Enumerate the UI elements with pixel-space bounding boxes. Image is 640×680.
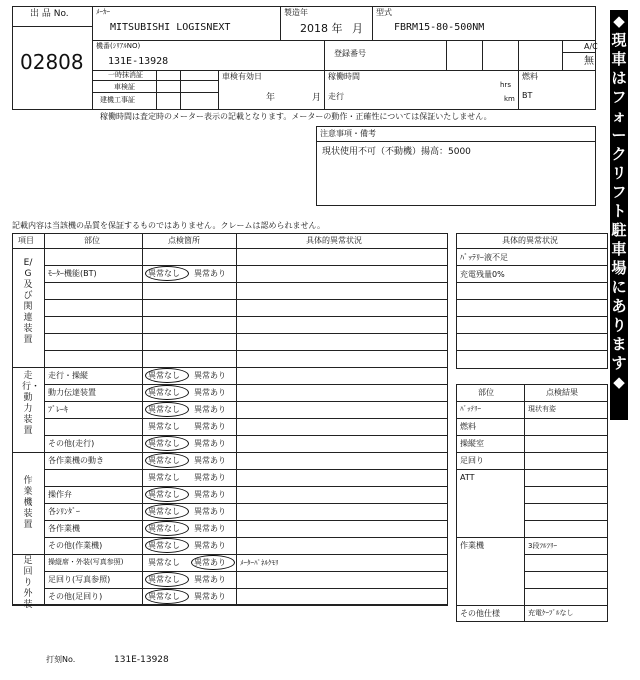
part-cell: 各作業機の動き bbox=[48, 456, 104, 465]
part-cell: 各ｼﾘﾝﾀﾞｰ bbox=[48, 507, 80, 516]
option-ng[interactable]: 異常あり bbox=[194, 388, 226, 397]
option-ng[interactable]: 異常あり bbox=[194, 575, 226, 584]
km-unit: km bbox=[504, 95, 515, 103]
selected-mark bbox=[145, 368, 189, 383]
disclaimer: 記載内容は当該機の品質を保証するものではありません。クレームは認められません。 bbox=[12, 221, 325, 230]
fuel-label: 燃料 bbox=[522, 72, 538, 81]
other-spec-label: その他仕様 bbox=[460, 609, 500, 618]
notes-text: 現状使用不可（不動機）揚高：5000 bbox=[322, 147, 471, 157]
selected-mark bbox=[145, 266, 189, 281]
stamp-label: 打刻No. bbox=[46, 655, 76, 664]
right-detail-row: 充電残量0% bbox=[460, 270, 505, 279]
undercarriage-label: 足回り bbox=[460, 456, 484, 465]
fuel-value: BT bbox=[522, 91, 533, 100]
option-ng[interactable]: 異常あり bbox=[194, 422, 226, 431]
option-ng[interactable]: 異常あり bbox=[194, 371, 226, 380]
header-part: 部位 bbox=[84, 236, 100, 245]
option-ng[interactable]: 異常あり bbox=[194, 541, 226, 550]
section-label: 走行・動力装置 bbox=[22, 371, 41, 436]
selected-mark bbox=[145, 538, 189, 553]
selected-mark bbox=[145, 487, 189, 502]
month-value: 月 bbox=[352, 22, 363, 35]
model-value: FBRM15-80-500NM bbox=[394, 22, 485, 33]
inspection-month: 月 bbox=[312, 93, 322, 103]
exterior-detail: ﾒｰﾀｰﾊﾟﾈﾙｸﾓﾘ bbox=[240, 559, 279, 567]
registration-label: 登録番号 bbox=[334, 49, 366, 58]
fuel-row-label: 燃料 bbox=[460, 422, 476, 431]
option-ok[interactable]: 異常なし bbox=[148, 456, 180, 465]
option-ng[interactable]: 異常あり bbox=[194, 439, 226, 448]
right-detail-row: ﾊﾞｯﾃﾘｰ液不足 bbox=[460, 253, 508, 262]
year-label: 製造年 bbox=[284, 8, 308, 17]
inspection-cert-label: 車検証 bbox=[114, 83, 135, 91]
part-cell: 操作弁 bbox=[48, 490, 72, 499]
other-spec-value: 充電ｹｰﾌﾞﾙなし bbox=[528, 609, 574, 617]
option-ng[interactable]: 異常あり bbox=[194, 473, 226, 482]
option-ok[interactable]: 異常なし bbox=[148, 592, 180, 601]
ac-value: 無 bbox=[584, 56, 594, 67]
part-cell: その他(走行) bbox=[48, 439, 95, 448]
selected-mark bbox=[145, 504, 189, 519]
selected-mark bbox=[145, 572, 189, 587]
option-ok[interactable]: 異常なし bbox=[148, 575, 180, 584]
side-banner: ◆現車はフォークリフト駐車場にあります◆ bbox=[610, 10, 628, 420]
part-cell: その他(作業機) bbox=[48, 541, 103, 550]
selected-mark bbox=[145, 453, 189, 468]
section-label: 足回り外装 bbox=[23, 556, 33, 610]
option-ng[interactable]: 異常あり bbox=[194, 558, 226, 567]
selected-mark bbox=[145, 589, 189, 604]
maker-value: MITSUBISHI LOGISNEXT bbox=[110, 22, 231, 33]
header-item: 項目 bbox=[18, 236, 34, 245]
temp-cancel-label: 一時抹消証 bbox=[108, 71, 143, 79]
option-ok[interactable]: 異常なし bbox=[148, 405, 180, 414]
notes-box bbox=[316, 126, 596, 206]
hour-note: 稼働時間は査定時のメーター表示の記載となります。メーターの動作・正確性については保証いたしません。 bbox=[100, 112, 492, 121]
inspection-year: 年 bbox=[266, 93, 276, 103]
part-cell: ﾓｰﾀｰ機能(BT) bbox=[48, 269, 97, 278]
model-label: 型式 bbox=[376, 8, 392, 17]
selected-mark bbox=[145, 521, 189, 536]
notes-label: 注意事項・備考 bbox=[320, 129, 376, 138]
option-ng[interactable]: 異常あり bbox=[194, 456, 226, 465]
lot-label: 出 品 No. bbox=[30, 9, 69, 19]
battery-value: 現状有姿 bbox=[528, 405, 556, 413]
selected-mark bbox=[145, 385, 189, 400]
lot-number: 02808 bbox=[20, 50, 84, 74]
ac-label: A/C bbox=[584, 42, 598, 51]
hours-label: 稼働時間 bbox=[328, 72, 360, 81]
work-value: 3段ﾌﾙﾌﾘｰ bbox=[528, 542, 557, 550]
part-cell: ﾌﾞﾚｰｷ bbox=[48, 405, 68, 414]
maker-label: ﾒｰｶｰ bbox=[96, 8, 110, 16]
selected-mark bbox=[145, 402, 189, 417]
option-ok[interactable]: 異常なし bbox=[148, 371, 180, 380]
part-cell: 足回り(写真参照) bbox=[48, 575, 111, 584]
option-ok[interactable]: 異常なし bbox=[148, 269, 180, 278]
year-value: 2018 年 bbox=[300, 22, 343, 35]
part-cell: 動力伝達装置 bbox=[48, 388, 96, 397]
hours-unit: hrs bbox=[500, 81, 511, 89]
att-label: ATT bbox=[460, 473, 475, 482]
part-cell: その他(足回り) bbox=[48, 592, 103, 601]
option-ng[interactable]: 異常あり bbox=[194, 507, 226, 516]
stamp-value: 131E-13928 bbox=[114, 655, 169, 665]
option-ok[interactable]: 異常なし bbox=[148, 473, 180, 482]
selected-mark bbox=[145, 436, 189, 451]
construction-cert-label: 建機工事証 bbox=[100, 96, 135, 104]
result-header: 点検結果 bbox=[546, 388, 578, 397]
battery-label: ﾊﾞｯﾃﾘｰ bbox=[460, 405, 481, 413]
option-ng[interactable]: 異常あり bbox=[194, 592, 226, 601]
option-ng[interactable]: 異常あり bbox=[194, 405, 226, 414]
option-ng[interactable]: 異常あり bbox=[194, 490, 226, 499]
option-ng[interactable]: 異常あり bbox=[194, 269, 226, 278]
section-label: E/G及び関連装置 bbox=[23, 258, 33, 345]
run-label: 走行 bbox=[328, 92, 344, 101]
option-ok[interactable]: 異常なし bbox=[148, 524, 180, 533]
option-ok[interactable]: 異常なし bbox=[148, 541, 180, 550]
option-ok[interactable]: 異常なし bbox=[148, 439, 180, 448]
inspection-valid-label: 車検有効日 bbox=[222, 72, 262, 81]
cockpit-label: 操縦室 bbox=[460, 439, 484, 448]
option-ok[interactable]: 異常なし bbox=[148, 422, 180, 431]
section-label: 作業機装置 bbox=[23, 475, 33, 530]
work-label: 作業機 bbox=[460, 541, 484, 550]
option-ok[interactable]: 異常なし bbox=[148, 490, 180, 499]
option-ok[interactable]: 異常なし bbox=[148, 507, 180, 516]
part-cell: 操縦席・外装(写真参照) bbox=[48, 558, 124, 566]
part-cell: 各作業機 bbox=[48, 524, 80, 533]
serial-value: 131E-13928 bbox=[108, 56, 169, 67]
option-ok[interactable]: 異常なし bbox=[148, 388, 180, 397]
part-cell: 走行・操縦 bbox=[48, 371, 88, 380]
option-ng[interactable]: 異常あり bbox=[194, 524, 226, 533]
header-detail: 具体的異常状況 bbox=[306, 236, 362, 245]
serial-label: 機番(ｼﾘｱﾙNO) bbox=[96, 42, 141, 50]
option-ok[interactable]: 異常なし bbox=[148, 558, 180, 567]
header-check: 点検箇所 bbox=[168, 236, 200, 245]
selected-mark bbox=[191, 555, 235, 570]
right-detail-header: 具体的異常状況 bbox=[502, 236, 558, 245]
part-header: 部位 bbox=[478, 388, 494, 397]
